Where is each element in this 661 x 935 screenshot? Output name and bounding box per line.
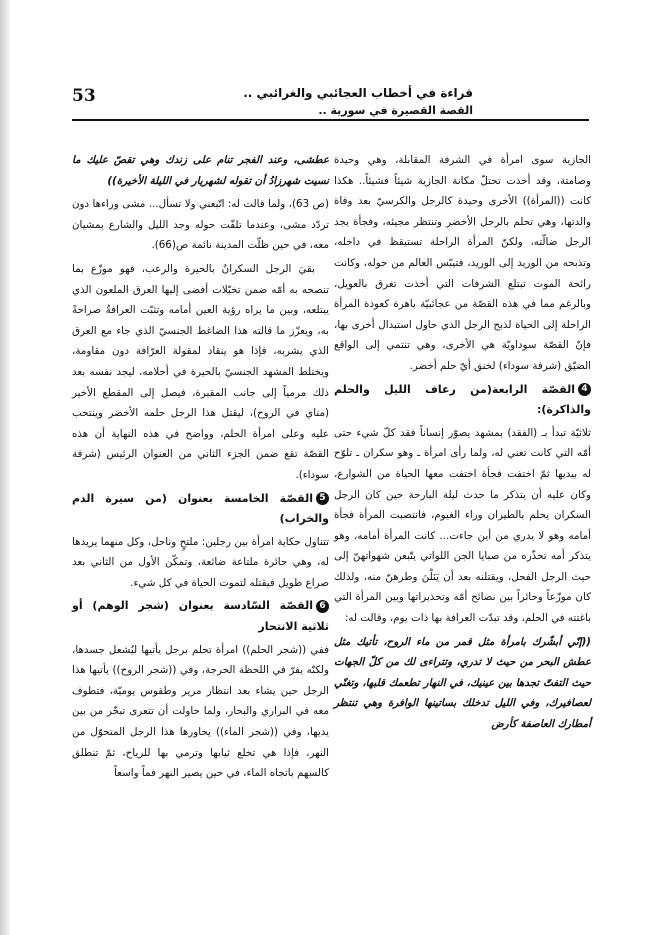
page-number: 53 (72, 86, 96, 106)
paragraph: تتناول حكاية امرأة بين رجلين: ملتحٍ وناحل، وكل منهما يريدها له، وهي حائرة ملتاعة ضائعة، وتمكّن الأول من الثاني بعد صراع طويل فيقتله لتموت الحياة في كل شيء. (72, 535, 329, 589)
left-column (72, 150, 329, 787)
section-heading-text: القصّة الخامسة بعنوان (من سيرة الدم والخراب) (72, 491, 329, 526)
section-heading-text: القصّة الرابعة(من رعاف الليل والحلم والذاكرة): (334, 382, 591, 417)
page-edge (0, 0, 10, 935)
quotation: ((إنّي أبشّرك بامرأة مثل قمر من ماء الروح، تأتيك مثل عطش البحر من حيث لا تدري، وتتراءى لك من كلّ الجهات حيث التفتّ تجدها بين عينيك، في النهار تطعمك قلبها، وتغنّي لعصافيرك، وفي الليل تدخلك بساتينها الوافرة وهي تنتظر أمطارك العاصفة كأرض (334, 635, 591, 731)
running-header-title: قراءة في أخطاب العجائبي والغرائبي .. (243, 86, 473, 100)
section-number-badge: 5 (316, 492, 329, 505)
paragraph: (ص 63)، ولما قالت له: اتّبعني ولا تسأل... مشى وراءها دون تردّد مشى، وعندما تلفّت حوله وجد الليل والشارع يمشيان معه، في حين ظلّت المدينة نائمة ص(66). (72, 198, 329, 252)
paragraph: ثلاثيّة تبدأ بـ (الفقد) بمشهد يصوّر إنساناً فقد كلّ شيء حتى أمّه التي كانت تغني له، ولما رأى امرأة ـ وهو سكران ـ تلوّح له بيديها ثمّ اختفت فجأة اختفت معها الحياة من الشوارع، وكان عليه أن يتذكر ما حدث ليلة البارحة حين كان الرجل السكران يحلم بالطيران وراء الغيوم، فانتصبت المرأة فجأة أمامه وهو لا يدري من أين جاءت... كانت المرأة أمامه، وهو يتذكر أمه تحذّره من صبايا الجن اللواتي يتّبعن شهواتهنّ إلى حيث الرجل الفحل، ويقتلنه بعد أن يَنَلْنَ وطرهنّ منه، ولذلك كان موزّعاً وحائراً بين نصائح أمّه وتحذيراتها وبين المرأة التي باغتته في الحلم، وقد تبدّت العرافة بها ذات يوم، وقالت له: (334, 426, 591, 625)
paragraph: بقيَ الرجل السكرانُ بالحيرة والرعب، فهو موزّع بما تنصحه به أمّه ضمن تخيّلات أفضى إليها العرق الملعون الذي يبتلعه، وبين ما يراه رؤية العين أمامه وتثبّت العرافةُ صراحةً به، ويعزّز ما قالته هذا الضاغط الجنسيّ الذي جاء مع العرق الذي يشربه، فإذا هو ينقاد لمقولة العرّافة دون مقاومة، ويختلط المشهد الجنسيّ بالحيرة في أحلامه، ليجد نفسه بعد ذلك مرمياً إلى جانب المقبرة، فيصل إلى المقطع الأخير (مناي في الروح)، ليقتل هذا الرجل حلمه الأخضر وينتحب عليه وعلى امرأة الحلم، وواضح في هذه النهاية أن هذه القصّة تقع ضمن الجزء الثاني من العنوان الرئيس (شرفة سوداء). (72, 262, 329, 481)
section-heading-5 (72, 489, 329, 530)
paragraph: ففي ((شجر الحلم)) امرأة تحلم برجل يأتيها ليُشعل جسدها، ولكنّه يفرّ في اللحظة الحرجة، وفي ((شجر الروح)) يأتيها هذا الرجل حين يشاء بعد انتظار مرير وطقوس يوميّة، فتطوف معه في البراري والبحار، ولما حاولت أن تتعرى تبخّر من بين يديها، وفي ((شجر الماء)) يحاورها هذا الرجل المتحوّل من النهر، فإذا هي تخلع ثيابها وترمي بها للرياح، ثمّ تنطلق كالسهم باتجاه الماء، في حين يصير النهر فماً واسعاً (72, 643, 329, 780)
right-column (334, 150, 591, 738)
header-rule (72, 119, 589, 121)
paragraph: الجازية سوى امرأة في الشرفة المقابلة، وهي وحيدة وصامتة، وقد أخذت تحتلّ مكانة الجازية شيئاً فشيئاً.. هكذا كانت ((المرأة)) الأخرى وحيدة كالرجل والكرسيّ بعد وفاة والدتها، وهي تحلم بالرجل الأخضر وتنتظر مجيئه، وفجأة يجد الرجل ضالّته، ولكنّ المرأة الراحلة تستيقظ في داخله، وتذبحه من الوريد إلى الوريد، فتيبّس العالم من حوله، وكانت رائحة الموت تبتلع الشرفات التي أخذت تغرق بالعويل، وبالرغم مما في هذه القصّة من عجائبيّة باهرة كعودة المرأة الراحلة إلى الحياة لذبح الرجل الذي حاول استبدال أخرى بها، فإنّ القصّة سوداويّة هي الأخرى، وهي تنتمي إلى الواقع الضيّق (شرفة سوداء) لخنق أيّ حلم أخضر. (334, 154, 591, 372)
section-heading-6 (72, 596, 329, 637)
running-header-subtitle: القصة القصيرة في سورية .. (318, 104, 473, 117)
quotation-continued: عطشى، وعند الفجر تنام على زندك وهي تقصّ عليك ما نسيت شهرزادُ أن تقوله لشهريار في الليلة الأخيرة)) (72, 154, 329, 187)
section-number-badge: 4 (578, 383, 591, 396)
section-heading-text: القصّة السّادسة بعنوان (شجر الوهم) أو ثلاثية الانتحار (72, 599, 329, 634)
section-number-badge: 6 (316, 600, 329, 613)
section-heading-4 (334, 380, 591, 421)
